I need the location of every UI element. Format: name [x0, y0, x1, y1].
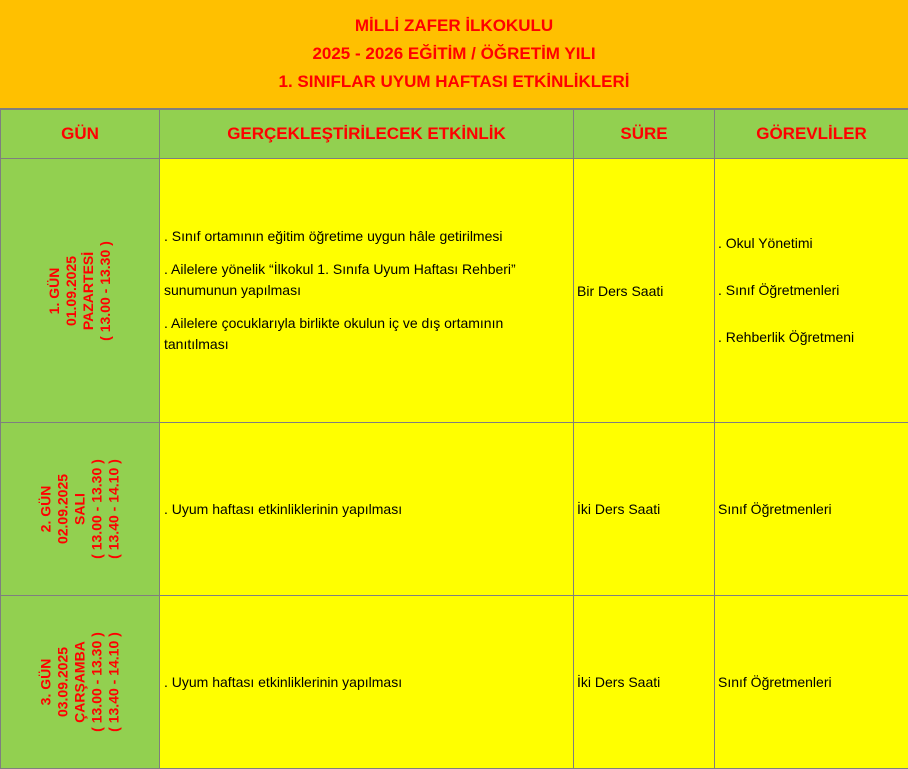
day-time: ( 13.00 - 13.30 )	[97, 241, 114, 341]
activity-item: . Uyum haftası etkinliklerinin yapılması	[164, 499, 563, 520]
day-date: 02.09.2025	[55, 459, 72, 559]
day-number: 1. GÜN	[46, 241, 63, 341]
day-weekday: SALI	[72, 459, 89, 559]
day-time: ( 13.00 - 13.30 )	[89, 459, 106, 559]
responsible-cell	[715, 423, 908, 596]
duration-cell: İki Ders Saati	[574, 596, 715, 769]
responsible-item: Sınıf Öğretmenleri	[718, 499, 908, 520]
day-number: 3. GÜN	[38, 632, 55, 732]
column-header-responsible: GÖREVLİLER	[715, 110, 908, 159]
column-header-day: GÜN	[1, 110, 160, 159]
duration-cell: Bir Ders Saati	[574, 159, 715, 423]
document-subject: 1. SINIFLAR UYUM HAFTASI ETKİNLİKLERİ	[278, 68, 629, 96]
activity-item: . Sınıf ortamının eğitim öğretime uygun hâle getirilmesi	[164, 226, 563, 247]
table-row	[1, 159, 908, 423]
activity-table	[0, 109, 908, 769]
responsible-item: Sınıf Öğretmenleri	[718, 672, 908, 693]
responsible-item: . Okul Yönetimi	[718, 233, 908, 254]
responsible-cell	[715, 159, 908, 423]
activity-cell	[160, 596, 574, 769]
day-date: 01.09.2025	[63, 241, 80, 341]
activity-item: . Uyum haftası etkinliklerinin yapılması	[164, 672, 563, 693]
table-row	[1, 423, 908, 596]
day-weekday: ÇARŞAMBA	[72, 632, 89, 732]
title-block	[0, 0, 908, 109]
responsible-cell	[715, 596, 908, 769]
responsible-item: . Sınıf Öğretmenleri	[718, 280, 908, 301]
day-time: ( 13.40 - 14.10 )	[106, 632, 123, 732]
column-header-activity: GERÇEKLEŞTİRİLECEK ETKİNLİK	[160, 110, 574, 159]
day-weekday: PAZARTESİ	[80, 241, 97, 341]
day-cell	[1, 423, 160, 596]
column-header-duration: SÜRE	[574, 110, 715, 159]
day-cell	[1, 596, 160, 769]
day-label	[38, 459, 123, 559]
day-cell	[1, 159, 160, 423]
duration-cell: İki Ders Saati	[574, 423, 715, 596]
day-label	[38, 632, 123, 732]
day-label	[46, 241, 114, 341]
table-row	[1, 596, 908, 769]
activity-item: . Ailelere yönelik “İlkokul 1. Sınıfa Uyum Haftası Rehberi” sunumunun yapılması	[164, 259, 563, 301]
academic-year: 2025 - 2026 EĞİTİM / ÖĞRETİM YILI	[312, 40, 595, 68]
table-header-row	[1, 110, 908, 159]
school-name: MİLLİ ZAFER İLKOKULU	[355, 12, 553, 40]
day-date: 03.09.2025	[55, 632, 72, 732]
activity-cell	[160, 159, 574, 423]
responsible-item: . Rehberlik Öğretmeni	[718, 327, 908, 348]
activity-item: . Ailelere çocuklarıyla birlikte okulun iç ve dış ortamının tanıtılması	[164, 313, 563, 355]
day-number: 2. GÜN	[38, 459, 55, 559]
day-time: ( 13.00 - 13.30 )	[89, 632, 106, 732]
activity-cell	[160, 423, 574, 596]
day-time: ( 13.40 - 14.10 )	[106, 459, 123, 559]
